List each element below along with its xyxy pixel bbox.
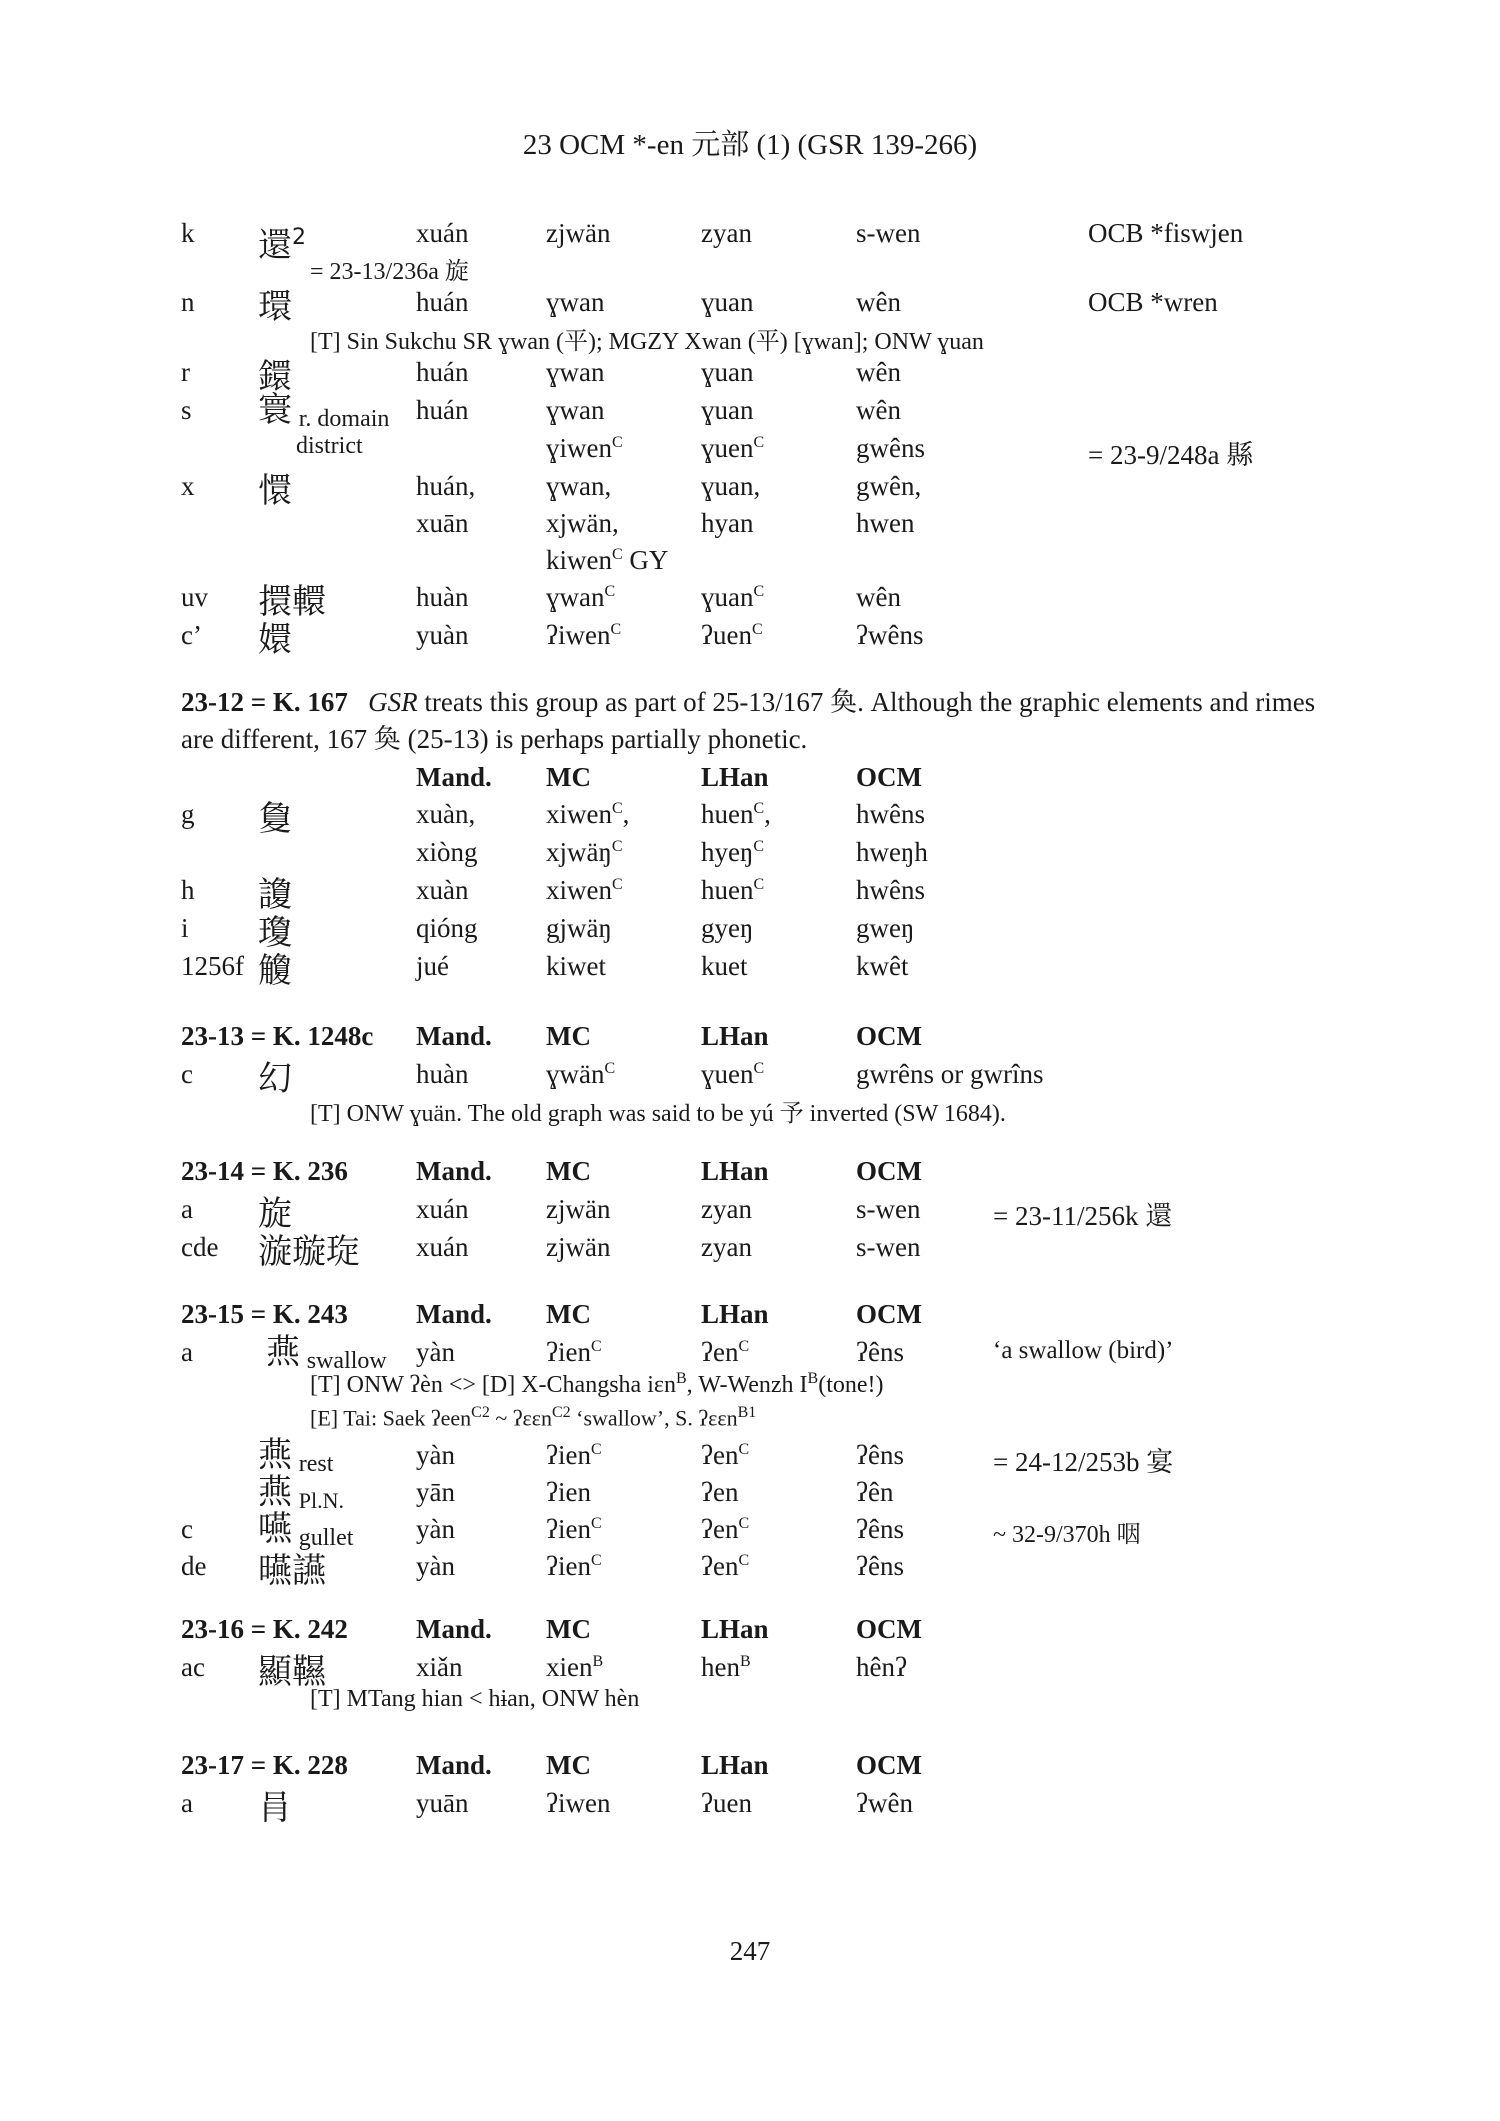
entry-lhan: ʔen$^C$ (701, 1337, 750, 1367)
entry-mandarin: yàn (416, 1514, 455, 1544)
entry-mandarin: yuān (416, 1788, 469, 1818)
entry-ocm: wên (856, 287, 901, 317)
entry-mc: zjwän (546, 1232, 611, 1262)
entry-graph: 懁 (258, 471, 292, 511)
entry-row-x-3 (0, 545, 1500, 585)
section-heading: 23-16 = K. 242 (181, 1614, 348, 1644)
entry-graph: 敻 (258, 799, 292, 839)
entry-mandarin: yān (416, 1477, 455, 1507)
entry-mc: ɣwan (546, 357, 605, 387)
page-header: 23 OCM *-en 元部 (1) (GSR 139-266) (522, 129, 978, 161)
entry-mc: ɣiwen$^C$ (546, 433, 623, 463)
entry-mc: ɣwän$^C$ (546, 1059, 616, 1089)
table-header (0, 1614, 1500, 1654)
entry-mandarin: qióng (416, 913, 478, 943)
entry-id: uv (181, 582, 208, 612)
entry-graph-with-gloss (258, 390, 390, 435)
entry-graph: 嚥 (258, 1509, 292, 1549)
col-ocm: OCM (856, 1021, 922, 1051)
entry-lhan: ɣuan$^C$ (701, 582, 765, 612)
entry-id: n (181, 287, 195, 317)
entry-graph: 燕 (258, 1435, 292, 1475)
section-23-12-intro (181, 684, 1341, 758)
entry-mandarin: yàn (416, 1337, 455, 1367)
entry-id: g (181, 799, 195, 829)
col-ocm: OCM (856, 1156, 922, 1186)
entry-lhan: zyan (701, 218, 752, 248)
entry-ocm: s-wen (856, 218, 921, 248)
entry-mandarin: xuàn, (416, 799, 476, 829)
col-mc: MC (546, 1750, 591, 1780)
table-header (0, 1299, 1500, 1339)
col-lhan: LHan (701, 1614, 769, 1644)
entry-mandarin: huán (416, 287, 469, 317)
entry-ocm: s-wen (856, 1194, 921, 1224)
entry-lhan: zyan (701, 1232, 752, 1262)
entry-ocm: ʔwêns (856, 620, 924, 650)
entry-mandarin: xiòng (416, 837, 478, 867)
entry-mc: ʔien$^C$ (546, 1337, 602, 1367)
entry-lhan: ɣuen$^C$ (701, 433, 765, 463)
entry-ocm: hwêns (856, 799, 925, 829)
entry-note-line: [E] Tai: Saek ʔeen$^{C2}$ ~ ʔɛɛn$^{C2}$ ‘swallow’, S. ʔɛɛn$^{B1}$ (310, 1404, 757, 1431)
entry-ocm: wên (856, 357, 901, 387)
entry-note-line: [T] MTang hian < hɨan, ONW hèn (310, 1686, 640, 1712)
entry-id: s (181, 395, 192, 425)
entry-id: a (181, 1788, 193, 1818)
entry-ocm: ʔêns (856, 1337, 904, 1367)
entry-mc: ɣwan, (546, 471, 612, 501)
entry-gloss: swallow (306, 1348, 387, 1374)
col-mc: MC (546, 1021, 591, 1051)
entry-row-x (0, 471, 1500, 511)
entry-id: c (181, 1059, 193, 1089)
entry-id: i (181, 913, 189, 943)
col-lhan: LHan (701, 1750, 769, 1780)
entry-lhan: hyan (701, 508, 754, 538)
col-lhan: LHan (701, 1156, 769, 1186)
entry-lhan: ɣuan, (701, 471, 761, 501)
entry-id: 1256f (181, 951, 244, 981)
table-header (0, 1021, 1500, 1061)
entry-lhan: ʔen$^C$ (701, 1551, 750, 1581)
section-heading: 23-15 = K. 243 (181, 1299, 348, 1329)
entry-row-i (0, 913, 1500, 953)
entry-mc: xiwen$^C$ (546, 875, 623, 905)
entry-id: c (181, 1514, 193, 1544)
entry-mc: xjwän, (546, 508, 619, 538)
entry-graph: 環 (258, 287, 292, 327)
entry-mandarin: huán, (416, 471, 476, 501)
entry-note-line: [T] ONW ʔèn <> [D] X-Changsha iɛn$^B$, W-Wenzh $I^B(tone!)$ (310, 1370, 884, 1398)
entry-mandarin: jué (416, 951, 449, 981)
entry-ocm: wên (856, 395, 901, 425)
entry-note-line: = 23-13/236a 旋 (310, 259, 469, 285)
col-mc: MC (546, 1299, 591, 1329)
entry-row-c-prime (0, 620, 1500, 660)
entry-row-ac (0, 1652, 1500, 1692)
entry-lhan: ɣuan (701, 395, 754, 425)
entry-ocm: ʔêns (856, 1440, 904, 1470)
entry-row-uv (0, 582, 1500, 622)
entry-id: k (181, 218, 195, 248)
entry-id: h (181, 875, 195, 905)
entry-graph: 還$^2$ (258, 225, 306, 266)
entry-gloss: rest (298, 1451, 334, 1477)
entry-ocm: ʔêns (856, 1551, 904, 1581)
entry-mandarin: xuán (416, 1232, 469, 1262)
entry-id: de (181, 1551, 207, 1581)
entry-gloss: r. domain (298, 406, 390, 432)
entry-graph: 旋 (258, 1194, 292, 1234)
table-header (0, 1156, 1500, 1196)
col-mand: Mand. (416, 1299, 492, 1329)
section-heading: 23-17 = K. 228 (181, 1750, 348, 1780)
entry-mandarin: yàn (416, 1551, 455, 1581)
entry-row-g-2 (0, 837, 1500, 877)
entry-graph: 燕 (258, 1472, 292, 1512)
entry-row-s (0, 390, 1500, 435)
entry-row-1256f (0, 951, 1500, 991)
entry-graph: 鐶 (258, 357, 292, 397)
entry-id: a (181, 1337, 193, 1367)
entry-id: c’ (181, 620, 202, 650)
section-heading: 23-14 = K. 236 (181, 1156, 348, 1186)
entry-mc: ʔiwen (546, 1788, 611, 1818)
entry-gloss: gullet (298, 1525, 354, 1551)
entry-mc: ʔien$^C$ (546, 1440, 602, 1470)
entry-graph: 幻 (258, 1059, 292, 1099)
gsr-ref: GSR (368, 687, 418, 717)
entry-row-g (0, 799, 1500, 839)
entry-mc: xiwen$^C$, (546, 799, 630, 829)
entry-graph: 瓊 (258, 913, 292, 953)
entry-note: OCB *fiswjen (1088, 218, 1244, 248)
entry-row-cde (0, 1232, 1500, 1272)
col-ocm: OCM (856, 1614, 922, 1644)
entry-row-plname (0, 1472, 1500, 1517)
entry-mandarin: xuán (416, 218, 469, 248)
entry-ocm: hwêns (856, 875, 925, 905)
entry-ocm: gwrêns or gwrîns (856, 1059, 1044, 1089)
entry-row-r (0, 357, 1500, 397)
section-heading: 23-12 = K. 167 (181, 687, 348, 717)
entry-note: = 24-12/253b 宴 (993, 1447, 1174, 1477)
col-mand: Mand. (416, 762, 492, 792)
col-mand: Mand. (416, 1750, 492, 1780)
entry-id: r (181, 357, 190, 387)
entry-row-a-17 (0, 1788, 1500, 1828)
entry-lhan: kuet (701, 951, 748, 981)
col-mc: MC (546, 1614, 591, 1644)
entry-lhan: ʔen$^C$ (701, 1514, 750, 1544)
entry-mandarin: huán (416, 357, 469, 387)
entry-note: OCB *wren (1088, 287, 1218, 317)
entry-mandarin: yuàn (416, 620, 469, 650)
entry-lhan: ɣuan (701, 287, 754, 317)
entry-lhan: huen$^C$ (701, 875, 765, 905)
entry-lhan: hen$^B$ (701, 1652, 751, 1682)
entry-note: = 23-9/248a 縣 (1088, 440, 1254, 470)
entry-row-c-gullet (0, 1509, 1500, 1554)
table-header (0, 1750, 1500, 1790)
entry-note-line: [T] Sin Sukchu SR ɣwan (平); MGZY Xwan (平) [ɣwan]; ONW ɣuan (310, 329, 984, 355)
col-ocm: OCM (856, 762, 922, 792)
entry-graph: 曣讌 (258, 1551, 326, 1591)
entry-mc: ʔiwen$^C$ (546, 620, 622, 650)
col-ocm: OCM (856, 1299, 922, 1329)
entry-graph: 肙 (258, 1788, 292, 1828)
page-number: 247 (729, 1936, 771, 1966)
entry-lhan: ɣuen$^C$ (701, 1059, 765, 1089)
col-mand: Mand. (416, 1156, 492, 1186)
entry-graph: 寰 (258, 390, 292, 430)
entry-mc: kiwen$^C$ GY (546, 545, 669, 575)
col-mc: MC (546, 1156, 591, 1186)
entry-row-k (0, 218, 1500, 266)
col-ocm: OCM (856, 1750, 922, 1780)
entry-row-de (0, 1551, 1500, 1591)
entry-mc: zjwän (546, 1194, 611, 1224)
entry-id: ac (181, 1652, 205, 1682)
entry-lhan: gyeŋ (701, 913, 754, 943)
table-header (0, 762, 1500, 802)
entry-graph: 嬛 (258, 620, 292, 660)
col-lhan: LHan (701, 1021, 769, 1051)
col-mand: Mand. (416, 1021, 492, 1051)
entry-id: cde (181, 1232, 219, 1262)
entry-gloss: district (296, 433, 363, 459)
entry-graph: 擐轘 (258, 582, 326, 622)
entry-row-x-2 (0, 508, 1500, 548)
entry-mc: ɣwan$^C$ (546, 582, 616, 612)
entry-lhan: zyan (701, 1194, 752, 1224)
col-lhan: LHan (701, 1299, 769, 1329)
entry-mandarin: xuàn (416, 875, 469, 905)
entry-mc: ʔien (546, 1477, 591, 1507)
entry-mandarin: xiǎn (416, 1652, 463, 1682)
entry-mandarin: xuān (416, 508, 469, 538)
section-text: treats this group as part of 25-13/167 奐. Although the graphic elements and rimes are different, 167 奐 (25-13) is perhaps partially phonetic. (181, 687, 1316, 754)
entry-mc: ʔien$^C$ (546, 1514, 602, 1544)
col-mand: Mand. (416, 1614, 492, 1644)
entry-ocm: ʔên (856, 1477, 894, 1507)
entry-note: ~ 32-9/370h 咽 (993, 1522, 1141, 1548)
entry-note: = 23-11/256k 還 (993, 1201, 1173, 1231)
entry-mandarin: huàn (416, 1059, 469, 1089)
entry-ocm: gweŋ (856, 913, 915, 943)
entry-ocm: hênʔ (856, 1652, 907, 1682)
entry-ocm: wên (856, 582, 901, 612)
entry-mc: ɣwan (546, 287, 605, 317)
entry-lhan: huen$^C$, (701, 799, 771, 829)
entry-lhan: ʔen$^C$ (701, 1440, 750, 1470)
entry-ocm: ʔwên (856, 1788, 913, 1818)
section-heading: 23-13 = K. 1248c (181, 1021, 374, 1051)
entry-note: ‘a swallow (bird)’ (993, 1337, 1174, 1364)
entry-note-line: [T] ONW ɣuän. The old graph was said to be yú 予 inverted (SW 1684). (310, 1101, 1006, 1127)
entry-lhan: hyeŋ$^C$ (701, 837, 765, 867)
entry-row-a (0, 1194, 1500, 1234)
entry-graph: 顯韅 (258, 1652, 326, 1692)
entry-mandarin: xuán (416, 1194, 469, 1224)
entry-row-district (0, 433, 1500, 473)
entry-row-rest (0, 1435, 1500, 1480)
entry-ocm: hweŋh (856, 837, 928, 867)
entry-mc: zjwän (546, 218, 611, 248)
entry-ocm: gwêns (856, 433, 925, 463)
entry-lhan: ʔuen (701, 1788, 752, 1818)
entry-mandarin: huán (416, 395, 469, 425)
entry-id: a (181, 1194, 193, 1224)
entry-graph: 觼 (258, 951, 292, 991)
entry-mandarin: yàn (416, 1440, 455, 1470)
entry-mc: ɣwan (546, 395, 605, 425)
entry-row-h (0, 875, 1500, 915)
entry-mc: xjwäŋ$^C$ (546, 837, 623, 867)
col-lhan: LHan (701, 762, 769, 792)
entry-mc: gjwäŋ (546, 913, 612, 943)
col-mc: MC (546, 762, 591, 792)
entry-graph: 燕 (266, 1332, 300, 1372)
entry-ocm: kwêt (856, 951, 909, 981)
entry-id: x (181, 471, 195, 501)
entry-mc: kiwet (546, 951, 606, 981)
entry-mc: xien$^B$ (546, 1652, 604, 1682)
entry-lhan: ɣuan (701, 357, 754, 387)
entry-ocm: ʔêns (856, 1514, 904, 1544)
entry-graph: 漩璇琁 (258, 1232, 360, 1272)
entry-graph-with-gloss (258, 1509, 354, 1554)
entry-mc: ʔien$^C$ (546, 1551, 602, 1581)
entry-mandarin: huàn (416, 582, 469, 612)
entry-gloss: Pl.N. (298, 1488, 344, 1513)
entry-ocm: s-wen (856, 1232, 921, 1262)
entry-lhan: ʔuen$^C$ (701, 620, 763, 650)
entry-ocm: gwên, (856, 471, 922, 501)
entry-graph: 讂 (258, 875, 292, 915)
entry-lhan: ʔen (701, 1477, 739, 1507)
entry-ocm: hwen (856, 508, 915, 538)
